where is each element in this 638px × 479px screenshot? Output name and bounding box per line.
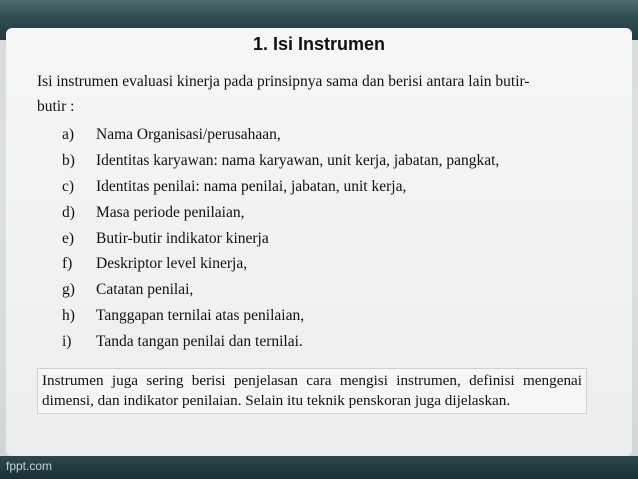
list-item (62, 148, 499, 174)
list-marker: b) (62, 151, 75, 169)
list-item-text: Identitas penilai: nama penilai, jabatan, unit kerja, (96, 177, 407, 195)
list-item (62, 174, 499, 200)
list-marker: h) (62, 307, 75, 325)
list-marker: g) (62, 281, 75, 299)
list-item (62, 122, 499, 148)
list-marker: f) (62, 255, 73, 273)
slide-title: 1. Isi Instrumen (252, 34, 386, 54)
list-marker: d) (62, 203, 75, 221)
list-item (62, 226, 499, 252)
list-item (62, 251, 499, 277)
note-box: Instrumen juga sering berisi penjelasan cara mengisi instrumen, definisi mengenai dimensi, dan indikator penilaian. Selain itu teknik penskoran juga dijelaskan. (37, 368, 587, 414)
list-marker: a) (62, 126, 75, 143)
list-marker: e) (62, 229, 75, 247)
list-item-text: Tanggapan ternilai atas penilaian, (96, 307, 305, 325)
list-item-text: Tanda tangan penilai dan ternilai. (96, 333, 303, 351)
list-item-text: Catatan penilai, (96, 281, 194, 299)
list-marker: i) (62, 333, 72, 351)
list-item-text: Butir-butir indikator kinerja (96, 229, 269, 247)
footer-label: fppt.com (6, 459, 53, 473)
list-item-text: Masa periode penilaian, (96, 203, 245, 221)
list-marker: c) (62, 177, 75, 195)
list-item (62, 200, 499, 226)
list-item (62, 303, 499, 329)
list-item-text: Identitas karyawan: nama karyawan, unit kerja, jabatan, pangkat, (96, 151, 500, 169)
list-item-text: Nama Organisasi/perusahaan, (96, 126, 281, 143)
list-item (62, 329, 499, 355)
intro-paragraph: Isi instrumen evaluasi kinerja pada prinsipnya sama dan berisi antara lain butir-butir : (37, 73, 530, 115)
item-list (62, 122, 499, 355)
list-item (62, 277, 499, 303)
bottom-decorative-band (0, 456, 638, 479)
list-item-text: Deskriptor level kinerja, (96, 255, 248, 273)
